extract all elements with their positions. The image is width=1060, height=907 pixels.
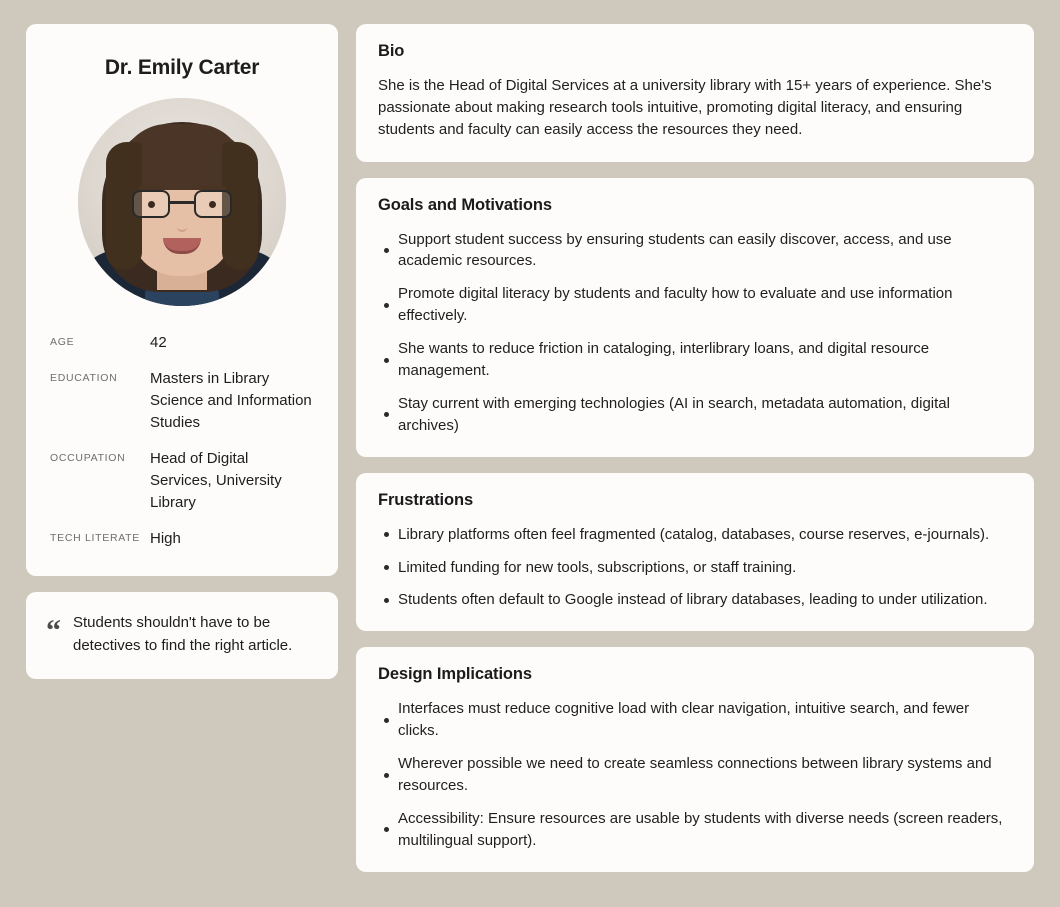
list-item: Promote digital literacy by students and faculty how to evaluate and use information effectively. — [398, 283, 1012, 327]
meta-row — [50, 448, 314, 514]
list-item: She wants to reduce friction in cataloging, interlibrary loans, and digital resource management. — [398, 338, 1012, 382]
goals-section — [356, 178, 1034, 457]
list-item: Support student success by ensuring students can easily discover, access, and use academic resources. — [398, 229, 1012, 273]
meta-value-tech-literate: High — [150, 530, 181, 548]
list-item: Accessibility: Ensure resources are usable by students with diverse needs (screen readers, multilingual support). — [398, 808, 1012, 852]
list-item: Interfaces must reduce cognitive load with clear navigation, intuitive search, and fewer clicks. — [398, 698, 1012, 742]
meta-label-age: AGE — [50, 336, 75, 348]
list-item: Limited funding for new tools, subscriptions, or staff training. — [398, 557, 1012, 579]
bio-title: Bio — [378, 42, 405, 60]
goals-title: Goals and Motivations — [378, 195, 552, 214]
profile-card — [26, 24, 338, 576]
meta-label-tech-literate: TECH LITERATE — [50, 532, 140, 545]
frustrations-list — [378, 524, 1012, 612]
avatar-wrapper — [50, 98, 314, 306]
goals-list — [378, 229, 1012, 437]
page-title: Dr. Emily Carter — [104, 56, 260, 79]
profile-column — [26, 24, 338, 679]
list-item: Library platforms often feel fragmented (catalog, databases, course reserves, e-journals). — [398, 524, 1012, 546]
meta-value-age: 42 — [150, 334, 167, 351]
glasses-icon — [132, 190, 232, 220]
bio-section — [356, 24, 1034, 162]
list-item: Students often default to Google instead of library databases, leading to under utilization. — [398, 589, 1012, 611]
meta-value-education: Masters in Library Science and Information Studies — [150, 370, 312, 432]
design-implications-section — [356, 647, 1034, 871]
list-item: Wherever possible we need to create seamless connections between library systems and resources. — [398, 753, 1012, 797]
avatar-eye-left — [148, 201, 155, 208]
quote-icon: “ — [46, 614, 61, 648]
meta-row — [50, 332, 314, 354]
avatar — [78, 98, 286, 306]
design-implications-title: Design Implications — [378, 665, 532, 684]
quote-card — [26, 592, 338, 679]
meta-value-occupation: Head of Digital Services, University Library — [150, 450, 282, 512]
design-implications-list — [378, 698, 1012, 851]
avatar-eye-right — [209, 201, 216, 208]
meta-label-education: EDUCATION — [50, 372, 118, 385]
profile-meta-list — [50, 332, 314, 550]
bio-text: She is the Head of Digital Services at a university library with 15+ years of experience. She's passionate about making research tools intuitive, promoting digital literacy, and ensuring students and faculty can easily access the resources they need. — [378, 77, 992, 139]
details-column — [356, 24, 1034, 872]
avatar-nose — [177, 218, 187, 232]
list-item: Stay current with emerging technologies (AI in search, metadata automation, digital archives) — [398, 393, 1012, 437]
meta-row — [50, 528, 314, 550]
frustrations-title: Frustrations — [378, 490, 474, 509]
meta-label-occupation: OCCUPATION — [50, 452, 126, 465]
frustrations-section — [356, 473, 1034, 632]
glasses-bridge — [170, 201, 194, 204]
meta-row — [50, 368, 314, 434]
quote-text: Students shouldn't have to be detectives to find the right article. — [73, 614, 293, 654]
